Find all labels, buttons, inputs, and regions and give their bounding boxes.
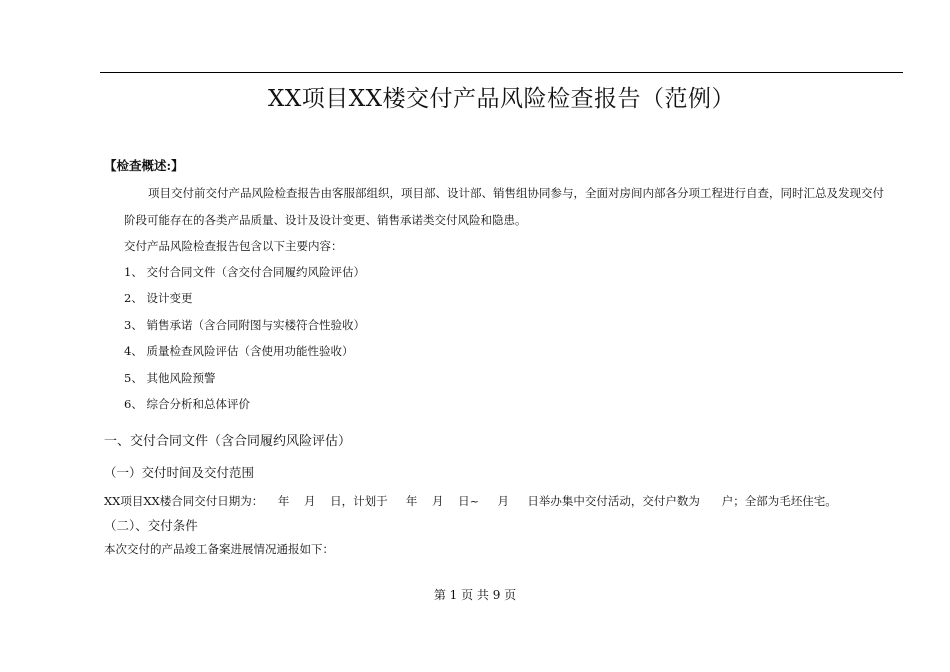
summary-heading: 【检查概述:】: [104, 158, 184, 173]
page-footer: 第 1 页 共 9 页: [433, 588, 517, 602]
contents-intro: 交付产品风险检查报告包含以下主要内容：: [124, 239, 343, 253]
document-title: XX项目XX楼交付产品风险检查报告（范例）: [268, 86, 735, 112]
header-rule: [100, 72, 903, 73]
subsection1-heading: （一）交付时间及交付范围: [104, 465, 255, 480]
contents-item: 6、 综合分析和总体评价: [124, 397, 250, 411]
contents-item: 4、 质量检查风险评估（含使用功能性验收）: [124, 344, 354, 358]
section1-heading: 一、交付合同文件（含合同履约风险评估）: [104, 434, 352, 449]
subsection1-text: XX项目XX楼合同交付日期为： 年 月 日，计划于 年 月 日~ 月 日举办集中交付活动，交付户数为 户；全部为毛坯住宅。: [104, 494, 837, 508]
subsection2-text: 本次交付的产品竣工备案进展情况通报如下：: [104, 542, 334, 556]
summary-paragraph-line2: 阶段可能存在的各类产品质量、设计及设计变更、销售承诺类交付风险和隐患。: [124, 213, 527, 227]
contents-item: 2、 设计变更: [124, 291, 193, 305]
subsection2-heading: （二）、交付条件: [104, 518, 198, 533]
contents-item: 1、 交付合同文件（含交付合同履约风险评估）: [124, 265, 365, 279]
contents-item: 3、 销售承诺（含合同附图与实楼符合性验收）: [124, 318, 365, 332]
summary-paragraph-line1: 项目交付前交付产品风险检查报告由客服部组织，项目部、设计部、销售组协同参与，全面对房间内部各分项工程进行自查，同时汇总及发现交付: [148, 186, 884, 200]
contents-item: 5、 其他风险预警: [124, 371, 216, 385]
